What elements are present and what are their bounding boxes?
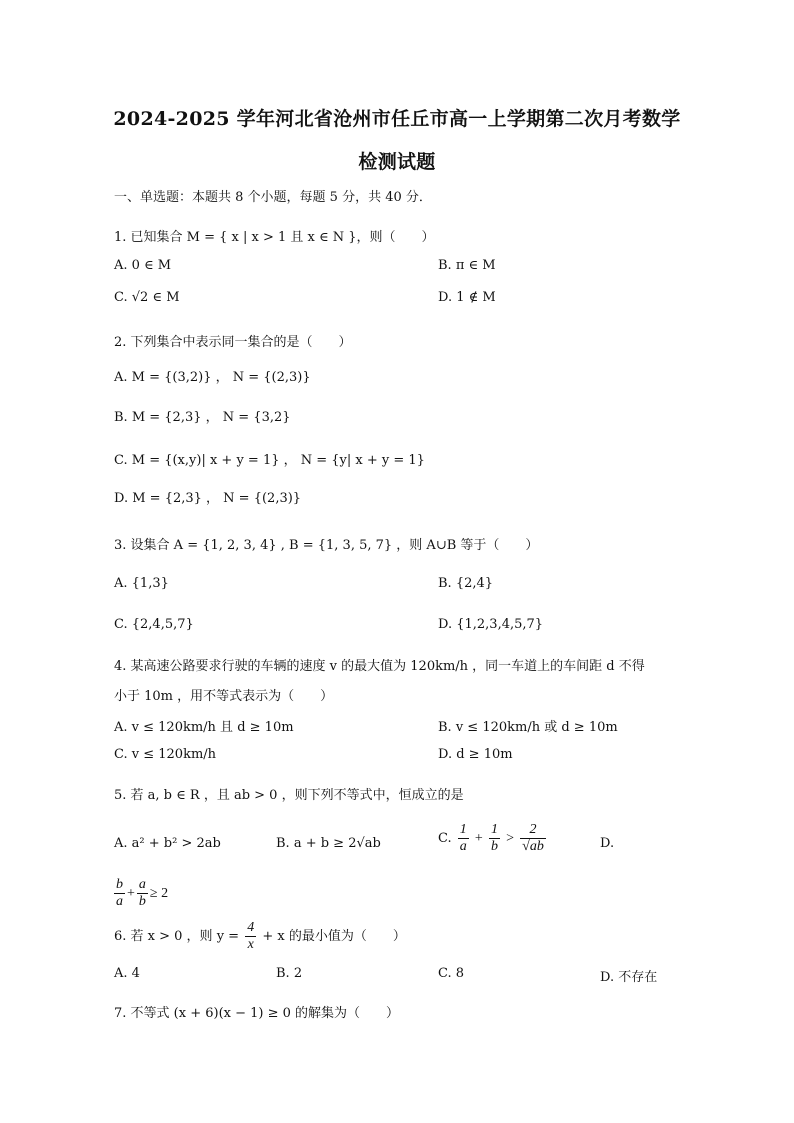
section-heading: 一、单选题：本题共 8 个小题，每题 5 分，共 40 分． xyxy=(114,190,432,205)
q5-option-a: A. a² + b² > 2ab xyxy=(114,836,221,851)
q4-stem-line1: 4. 某高速公路要求行驶的车辆的速度 v 的最大值为 120km/h ，同一车道上的车间距 d 不得 xyxy=(114,659,645,674)
q5-stem: 5. 若 a, b ∈ R ，且 ab > 0 ，则下列不等式中，恒成立的是 xyxy=(114,788,464,803)
q6-option-b: B. 2 xyxy=(276,966,303,981)
q6-option-c: C. 8 xyxy=(438,966,465,981)
q2-option-c: C. M = {(x,y)| x + y = 1} ， N = {y| x + y = 1} xyxy=(114,453,425,468)
exam-title-line1: 2024-2025 学年河北省沧州市任丘市高一上学期第二次月考数学 xyxy=(113,108,681,130)
q4-option-a: A. v ≤ 120km/h 且 d ≥ 10m xyxy=(114,720,294,735)
q2-option-d: D. M = {2,3} ， N = {(2,3)} xyxy=(114,491,302,506)
q2-option-a: A. M = {(3,2)} ， N = {(2,3)} xyxy=(114,370,311,385)
q5-option-b: B. a + b ≥ 2√ab xyxy=(276,836,381,851)
q2-option-b: B. M = {2,3} ， N = {3,2} xyxy=(114,410,291,425)
q1-option-d: D. 1 ∉ M xyxy=(438,290,496,305)
q4-option-c: C. v ≤ 120km/h xyxy=(114,747,217,762)
q5-option-d-expr: $\frac{b}{a}$ + $\frac{a}{b}$ ≥ 2 xyxy=(116,877,169,909)
q1-option-a: A. 0 ∈ M xyxy=(114,258,172,273)
q4-stem-line2: 小于 10m ，用不等式表示为（ ） xyxy=(114,689,334,704)
q1-stem: 1. 已知集合 M = { x | x > 1 且 x ∈ N }，则（ ） xyxy=(114,230,435,245)
q6-frac: $\frac{4}{x}$ xyxy=(247,920,255,952)
q5-d-frac1: $\frac{b}{a}$ xyxy=(116,877,123,909)
q6-stem-post: + x 的最小值为（ ） xyxy=(262,929,406,944)
q3-option-a: A. {1,3} xyxy=(114,576,169,591)
q6-option-d: D. 不存在 xyxy=(600,970,658,985)
exam-title-line2: 检测试题 xyxy=(358,151,436,173)
q4-option-d: D. d ≥ 10m xyxy=(438,747,513,762)
q7-stem: 7. 不等式 (x + 6)(x − 1) ≥ 0 的解集为（ ） xyxy=(114,1006,400,1021)
q6-stem xyxy=(114,920,406,953)
q2-stem: 2. 下列集合中表示同一集合的是（ ） xyxy=(114,335,352,350)
q1-option-b: B. π ∈ M xyxy=(438,258,496,273)
q1-option-c: C. √2 ∈ M xyxy=(114,290,180,305)
q5-c-frac3: $\frac{2}{√ab}$ xyxy=(522,822,544,854)
q4-option-b: B. v ≤ 120km/h 或 d ≥ 10m xyxy=(438,720,618,735)
q5-c-frac1: $\frac{1}{a}$ xyxy=(459,822,467,854)
q5-option-c: C. $\frac{1}{a}$ + $\frac{1}{b}$ > $\frac{2}{√ab}$ xyxy=(438,822,544,854)
q3-option-b: B. {2,4} xyxy=(438,576,494,591)
q5-option-c-label: C. xyxy=(438,831,452,846)
q5-option-d-label: D. xyxy=(600,836,615,851)
q3-option-c: C. {2,4,5,7} xyxy=(114,617,194,632)
q3-option-d: D. {1,2,3,4,5,7} xyxy=(438,617,544,632)
q6-stem-pre: 6. 若 x > 0 ，则 y = xyxy=(114,929,240,944)
q5-c-frac2: $\frac{1}{b}$ xyxy=(490,822,498,854)
q6-option-a: A. 4 xyxy=(114,966,140,981)
q3-stem: 3. 设集合 A = {1, 2, 3, 4} , B = {1, 3, 5, 7} ，则 A∪B 等于（ ） xyxy=(114,538,539,553)
q5-d-frac2: $\frac{a}{b}$ xyxy=(138,877,146,909)
